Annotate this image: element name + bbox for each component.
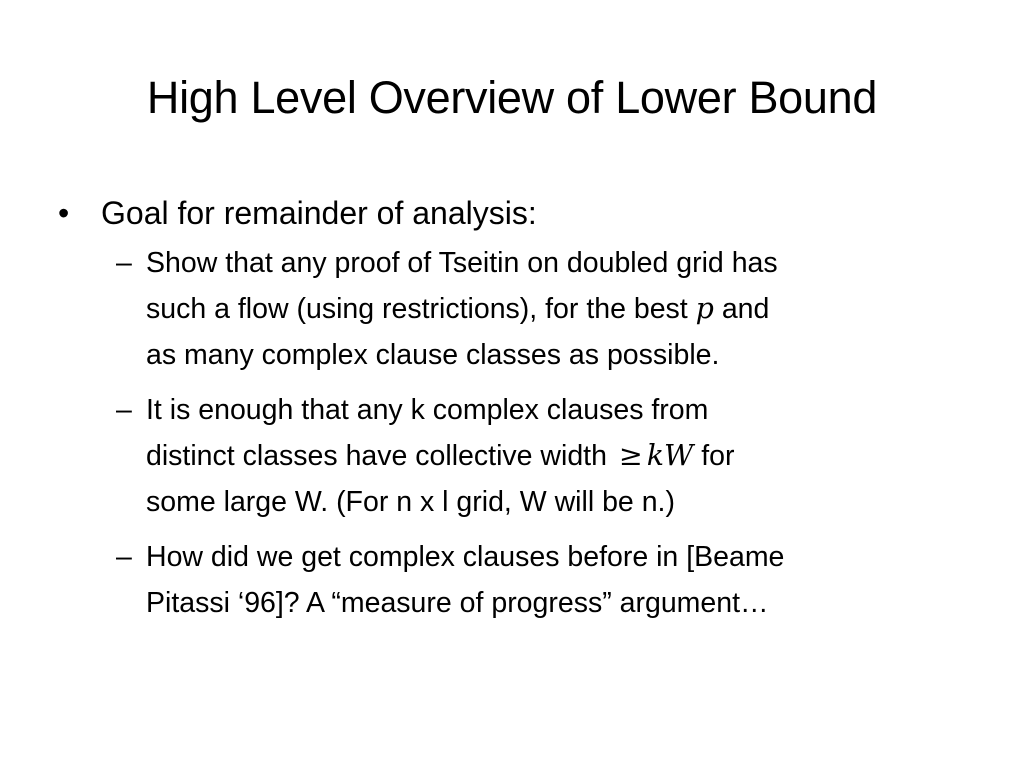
bullet-dot-icon: • [58, 195, 70, 231]
bullet-goal [0, 188, 1024, 238]
text-segment: distinct classes have collective width [146, 440, 615, 472]
sub-bullet-show-flow [0, 240, 976, 378]
text-segment: such a flow (using restrictions), for the best [146, 293, 696, 325]
math-variable-p: p [695, 292, 714, 325]
text-segment: for [693, 440, 735, 472]
sub-bullet-line [146, 433, 976, 479]
math-variable-kw: kW [646, 439, 694, 472]
sub-bullet-line: as many complex clause classes as possible. [146, 339, 720, 371]
dash-bullet-icon: – [116, 541, 132, 573]
sub-bullet-measure-of-progress [0, 534, 976, 626]
bullet-goal-text: Goal for remainder of analysis: [101, 195, 537, 231]
sub-bullet-line: Show that any proof of Tseitin on doubled grid has [146, 247, 778, 279]
sub-bullet-line: Pitassi ‘96]? A “measure of progress” argument… [146, 587, 769, 619]
sub-bullet-line: It is enough that any k complex clauses from [146, 394, 709, 426]
text-segment: and [713, 293, 770, 325]
dash-bullet-icon: – [116, 247, 132, 279]
sub-bullet-line: How did we get complex clauses before in [Beame [146, 541, 785, 573]
sub-bullet-list [0, 240, 1024, 626]
dash-bullet-icon: – [116, 394, 132, 426]
slide-body [0, 188, 1024, 635]
sub-bullet-line: some large W. (For n x l grid, W will be n.) [146, 486, 675, 518]
math-geq-symbol: ≥ [618, 439, 643, 472]
sub-bullet-collective-width [0, 387, 976, 525]
slide-title: High Level Overview of Lower Bound [146, 72, 878, 123]
sub-bullet-line [146, 286, 976, 332]
